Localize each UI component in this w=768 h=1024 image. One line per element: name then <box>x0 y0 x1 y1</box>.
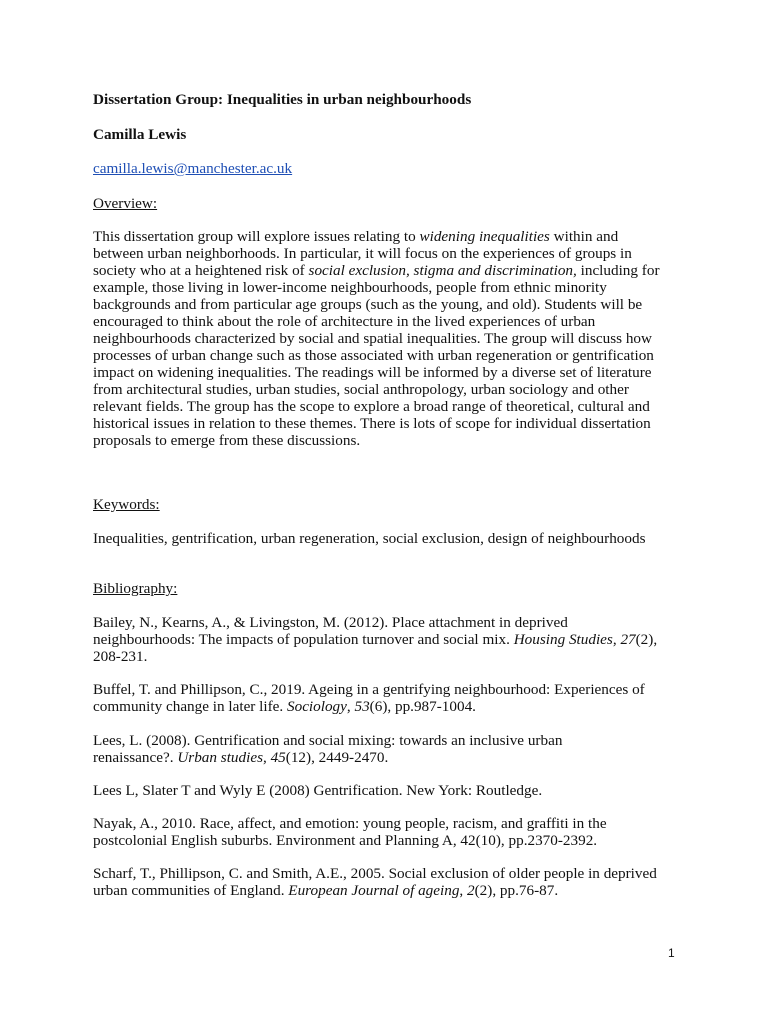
bibliography-entry-line: neighbourhoods: The impacts of population turnover and social mix. Housing Studies, 27(2), <box>93 631 658 648</box>
email-link[interactable]: camilla.lewis@manchester.ac.uk <box>93 160 293 177</box>
overview-line: from architectural studies, urban studies, social anthropology, urban sociology and other <box>93 381 629 398</box>
overview-line: impact on widening inequalities. The readings will be informed by a diverse set of literature <box>93 364 652 381</box>
overview-line: relevant fields. The group has the scope to explore a broad range of theoretical, cultural and <box>93 398 650 415</box>
overview-line: society who at a heightened risk of social exclusion, stigma and discrimination, including for <box>93 262 660 279</box>
bibliography-entry-line: Bailey, N., Kearns, A., & Livingston, M. (2012). Place attachment in deprived <box>93 614 568 631</box>
overview-line: between urban neighborhoods. In particular, it will focus on the experiences of groups in <box>93 245 632 262</box>
overview-line: backgrounds and from particular age groups (such as the young, and old). Students will be <box>93 296 643 313</box>
overview-line: neighbourhoods characterized by social and spatial inequalities. The group will discuss how <box>93 330 652 347</box>
overview-line: historical issues in relation to these themes. There is lots of scope for individual dissertation <box>93 415 651 432</box>
overview-line: This dissertation group will explore issues relating to widening inequalities within and <box>93 228 619 245</box>
overview-line: proposals to emerge from these discussions. <box>93 432 361 449</box>
bibliography-entry-line: community change in later life. Sociology, 53(6), pp.987-1004. <box>93 698 476 715</box>
author-name: Camilla Lewis <box>93 126 187 143</box>
bibliography-entry-line: Lees, L. (2008). Gentrification and social mixing: towards an inclusive urban <box>93 732 563 749</box>
bibliography-entry-line: Buffel, T. and Phillipson, C., 2019. Ageing in a gentrifying neighbourhood: Experiences of <box>93 681 645 698</box>
overview-line: processes of urban change such as those associated with urban regeneration or gentrification <box>93 347 654 364</box>
bibliography-entry-line: renaissance?. Urban studies, 45(12), 2449-2470. <box>93 749 389 766</box>
overview-line: example, those living in lower-income neighbourhoods, people from ethnic minority <box>93 279 607 296</box>
page-number: 1 <box>668 946 675 960</box>
bibliography-entry-line: postcolonial English suburbs. Environment and Planning A, 42(10), pp.2370-2392. <box>93 832 598 849</box>
keywords-heading: Keywords: <box>93 496 160 513</box>
overview-line: encouraged to think about the role of architecture in the lived experiences of urban <box>93 313 596 330</box>
bibliography-heading: Bibliography: <box>93 580 178 597</box>
bibliography-entry-line: urban communities of England. European Journal of ageing, 2(2), pp.76-87. <box>93 882 559 899</box>
document-title: Dissertation Group: Inequalities in urban neighbourhoods <box>93 91 472 108</box>
bibliography-entry-line: 208-231. <box>93 648 148 665</box>
overview-heading: Overview: <box>93 195 158 212</box>
bibliography-entry-line: Nayak, A., 2010. Race, affect, and emotion: young people, racism, and graffiti in the <box>93 815 607 832</box>
keywords-text: Inequalities, gentrification, urban regeneration, social exclusion, design of neighbourhoods <box>93 530 646 547</box>
bibliography-entry-line: Lees L, Slater T and Wyly E (2008) Gentrification. New York: Routledge. <box>93 782 543 799</box>
bibliography-entry-line: Scharf, T., Phillipson, C. and Smith, A.E., 2005. Social exclusion of older people in deprived <box>93 865 657 882</box>
